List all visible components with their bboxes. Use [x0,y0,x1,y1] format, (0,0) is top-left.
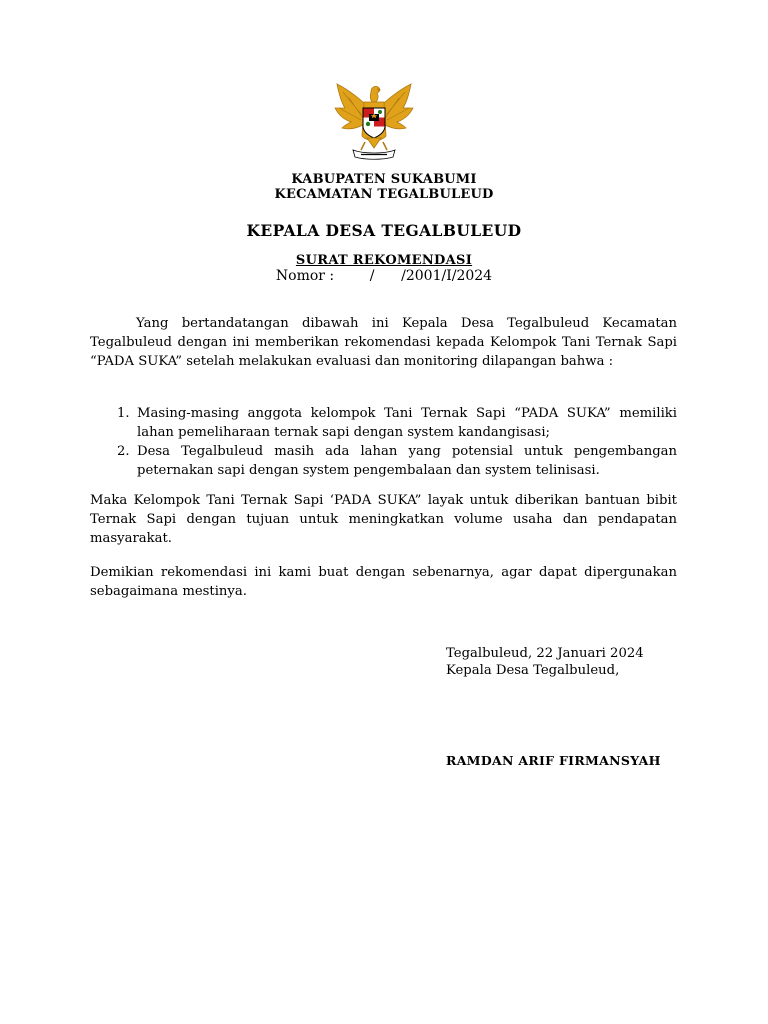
regency-heading: KABUPATEN SUKABUMI [291,172,477,187]
list-item-text: Masing-masing anggota kelompok Tani Ternak Sapi “PADA SUKA” memiliki lahan pemeliharaan ternak sapi dengan system kandangisasi; [137,406,677,440]
signature-position: Kepala Desa Tegalbuleud, [446,663,620,678]
list-item-text: Desa Tegalbuleud masih ada lahan yang potensial untuk pengembangan peternakan sapi dengan system pengembalaan dan system telinisasi. [137,444,677,478]
points-list [90,404,677,480]
conclusion-paragraph: Maka Kelompok Tani Ternak Sapi ‘PADA SUKA” layak untuk diberikan bantuan bibit Ternak Sapi dengan tujuan untuk meningkatkan volume usaha dan pendapatan masyarakat. [90,493,677,546]
signatory-name: RAMDAN ARIF FIRMANSYAH [446,753,661,768]
list-item-number: 1. [117,406,130,421]
district-heading: KECAMATAN TEGALBULEUD [274,187,494,202]
garuda-emblem-icon [331,78,417,164]
list-item [90,404,677,442]
list-item [90,442,677,480]
letter-title: SURAT REKOMENDASI [295,253,473,268]
intro-paragraph: Yang bertandatangan dibawah ini Kepala Desa Tegalbuleud Kecamatan Tegalbuleud dengan ini memberikan rekomendasi kepada Kelompok Tani Ternak Sapi “PADA SUKA” setelah melakukan evaluasi dan monitoring dilapangan bahwa : [90,316,677,369]
letter-number: Nomor : / /2001/I/2024 [275,268,493,284]
list-item-number: 2. [117,444,130,459]
closing-paragraph: Demikian rekomendasi ini kami buat dengan sebenarnya, agar dapat dipergunakan sebagaimana mestinya. [90,565,677,599]
office-heading: KEPALA DESA TEGALBULEUD [246,221,522,240]
signature-place-date: Tegalbuleud, 22 Januari 2024 [446,646,644,661]
